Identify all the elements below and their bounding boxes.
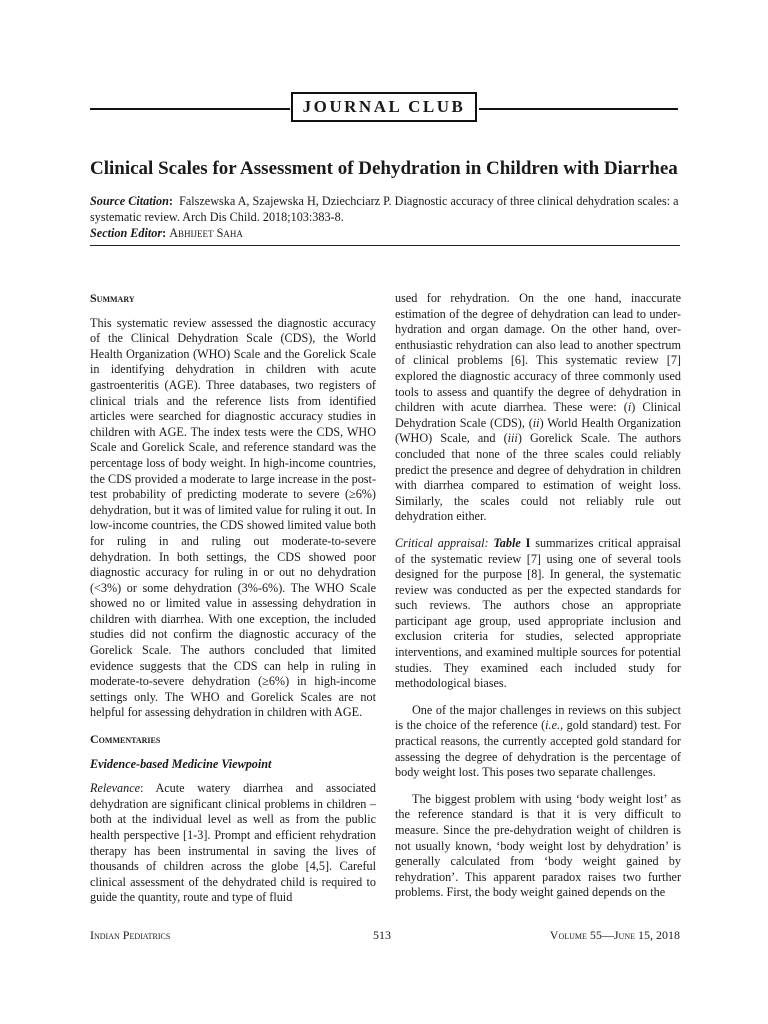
commentaries-heading: Commentaries bbox=[90, 732, 161, 747]
rehydration-text-2: ) Clinical Dehydration Scale (CDS), ( bbox=[395, 400, 681, 430]
journal-club-banner bbox=[90, 92, 678, 126]
reference-standard-paragraph bbox=[395, 703, 681, 781]
source-citation-label: Source Citation bbox=[90, 194, 169, 208]
critical-appraisal-text: summarizes critical appraisal of the systematic review [7] using one of several tools designed for the purpose [8]. In general, the systematic review was conducted as per the expected standards for such reviews. The authors chose an appropriate participant age group, used appropriate inclusion and exclusion criteria for studies, selected appropriate interventions, and examined multiple sources for potential studies. They examined each included study for methodological biases. bbox=[395, 535, 681, 691]
article-meta bbox=[90, 193, 682, 241]
section-editor-label: Section Editor bbox=[90, 226, 163, 240]
critical-appraisal-paragraph bbox=[395, 536, 681, 692]
footer-journal: Indian Pediatrics bbox=[90, 928, 171, 942]
rehydration-text-1: used for rehydration. On the one hand, inaccurate estimation of the degree of dehydration can lead to under-hydration and organ damage. On the other hand, over-enthusiastic rehydration can also lead to another spectrum of clinical problems [6]. This systematic review [7] explored the diagnostic accuracy of three commonly used tools to assess and quantify the degree of dehydration in children with acute diarrhea. These were: ( bbox=[395, 291, 681, 415]
roman-iii: iii bbox=[507, 431, 518, 446]
article-title: Clinical Scales for Assessment of Dehydration in Children with Diarrhea bbox=[90, 158, 678, 179]
body-weight-paragraph: The biggest problem with using ‘body weight lost’ as the reference standard is that it is very difficult to measure. Since the pre-dehydration weight of children is not usually known, ‘body weight lost by dehydration’ is generally calculated from ‘body weight gained by rehydration’. This apparent paradox raises two further problems. First, the body weight gained depends on the bbox=[395, 791, 681, 900]
table-number: I bbox=[525, 535, 531, 550]
page-footer bbox=[90, 928, 680, 944]
rehydration-paragraph bbox=[395, 291, 681, 525]
footer-page-number: 513 bbox=[373, 928, 391, 942]
relevance-label: Relevance bbox=[90, 781, 141, 796]
source-citation-text: Falszewska A, Szajewska H, Dziechciarz P. Diagnostic accuracy of three clinical dehydration scales: a systematic review. Arch Dis Child. 2018;103:383-8. bbox=[90, 194, 679, 224]
banner-label: JOURNAL CLUB bbox=[291, 92, 477, 122]
right-column bbox=[395, 291, 681, 912]
banner-rule-left bbox=[90, 108, 290, 110]
left-column bbox=[90, 291, 376, 917]
section-editor-name: Abhijeet Saha bbox=[169, 226, 243, 240]
table-ref: Table bbox=[493, 535, 521, 550]
roman-ii: ii bbox=[532, 415, 540, 430]
reference-text-2: , gold standard) test. For practical reasons, the currently accepted gold standard for assessing the degree of dehydration is the percentage of body weight lost. This poses two separate challenges. bbox=[395, 718, 681, 780]
critical-appraisal-label: Critical appraisal: bbox=[395, 535, 494, 550]
ebm-viewpoint-heading: Evidence-based Medicine Viewpoint bbox=[90, 756, 272, 771]
reference-text-1: One of the major challenges in reviews on this subject is the choice of the reference ( bbox=[395, 702, 681, 733]
relevance-text: Acute watery diarrhea and associated dehydration are significant clinical problems in children – both at the individual level as well as from the public health perspective [1-3]. Prompt and efficient rehydration therapy has been instrumental in saving the lives of thousands of children across the globe [4,5]. Careful clinical assessment of the dehydrated child is required to guide the quantity, route and type of fluid bbox=[90, 781, 377, 905]
banner-rule-right bbox=[479, 108, 678, 110]
rehydration-text-4: ) Gorelick Scale. The authors concluded that none of the three scales could reliably predict the presence and degree of dehydration in children with diarrhea compared to estimation of weight loss. Similarly, the scales could not reliably rule out dehydration either. bbox=[395, 431, 681, 524]
relevance-paragraph: Relevance: Acute watery diarrhea and associated dehydration are significant clinical problems in children – both at the individual level as well as from the public health perspective [1-3]. Prompt and efficient rehydration therapy has been instrumental in saving the lives of thousands of children across the globe [4,5]. Careful clinical assessment of the dehydrated child is required to guide the quantity, route and type of fluid bbox=[90, 781, 377, 905]
summary-heading: Summary bbox=[90, 291, 135, 305]
section-editor: Section Editor: Abhijeet Saha bbox=[90, 226, 243, 240]
header-divider bbox=[90, 245, 680, 246]
summary-paragraph: This systematic review assessed the diagnostic accuracy of the Clinical Dehydration Scale (CDS), the World Health Organization (WHO) Scale and the Gorelick Scale in identifying dehydration in children with acute gastroenteritis (AGE). Three databases, two registers of clinical trials and the reference lists from identified articles were searched for diagnostic accuracy studies in children with AGE. The index tests were the CDS, WHO Scale and Gorelick Scale, and reference standard was the percentage loss of body weight. In high-income countries, the CDS provided a moderate to large increase in the post-test probability of predicting moderate to severe (≥6%) dehydration, but it was of limited value for ruling it out. In low-income countries, the CDS showed limited value both for ruling in and ruling out moderate-to-severe dehydration. In both settings, the CDS showed poor diagnostic accuracy for ruling in or out no dehydration (<3%) or some dehydration (3%-6%). The WHO Scale showed no or limited value in assessing dehydration in children with diarrhea. With one exception, the included studies did not confirm the diagnostic accuracy of the Gorelick Scale. The authors concluded that limited evidence suggests that the CDS can help in ruling in moderate-to-severe dehydration (≥6%) in high-income settings only. The WHO and Gorelick Scales are not helpful for assessing dehydration in children with AGE. bbox=[90, 315, 377, 720]
rehydration-text-3: ) World Health Organization (WHO) Scale, and ( bbox=[395, 415, 682, 446]
ie-abbrev: i.e. bbox=[545, 718, 561, 733]
footer-volume: Volume 55—June 15, 2018 bbox=[549, 928, 680, 942]
roman-i: i bbox=[627, 400, 632, 415]
source-citation: Source Citation: Falszewska A, Szajewska H, Dziechciarz P. Diagnostic accuracy of three clinical dehydration scales: a systematic review. Arch Dis Child. 2018;103:383-8. bbox=[90, 194, 679, 224]
